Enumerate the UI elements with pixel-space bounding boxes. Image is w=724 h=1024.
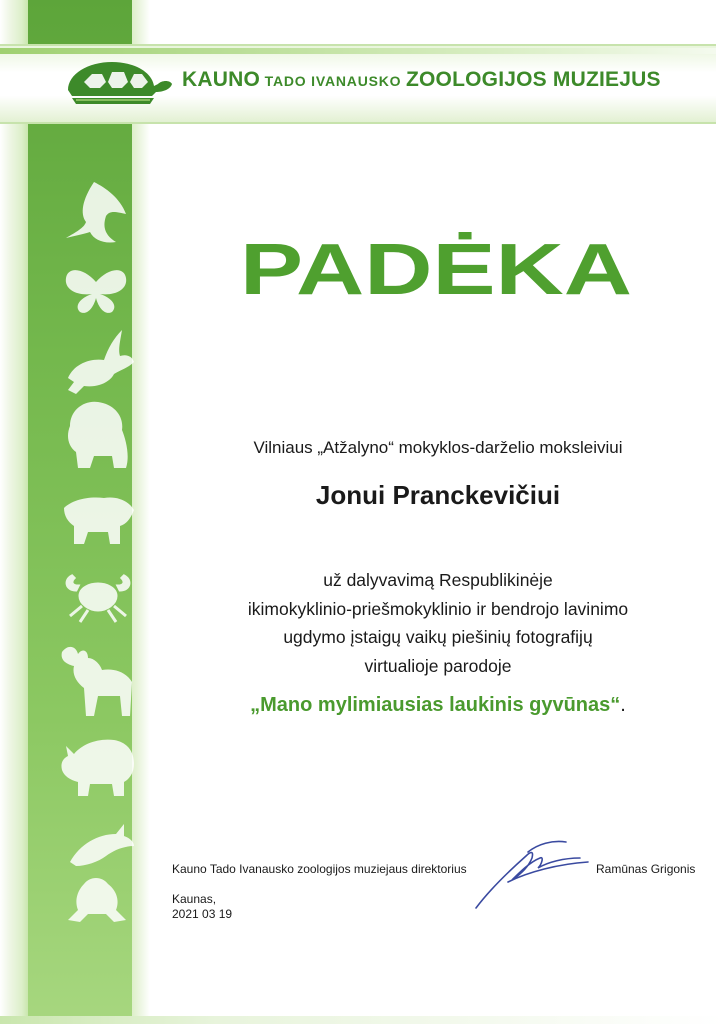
certificate-body [170, 566, 706, 680]
issue-date: 2021 03 19 [172, 907, 233, 921]
exhibition-period: . [620, 694, 626, 716]
frog-icon [68, 878, 126, 922]
rhino-icon [61, 740, 134, 796]
certificate-title [240, 230, 632, 310]
turtle-icon [62, 52, 174, 108]
butterfly-icon [66, 270, 126, 313]
exhibition-name: „Mano mylimiausias laukinis gyvūnas“ [250, 694, 621, 716]
hare-icon [68, 330, 134, 394]
animal-silhouettes [54, 170, 140, 930]
crab-icon [67, 576, 129, 622]
bottom-band [0, 1016, 724, 1024]
dolphin-icon [70, 824, 134, 866]
body-line: ikimokyklinio-priešmokyklinio ir bendrojo lavinimo [247, 598, 629, 619]
issue-place: Kaunas, [172, 892, 217, 906]
bear-icon [64, 497, 134, 544]
signatory-role: Kauno Tado Ivanausko zoologijos muziejaus direktorius [172, 862, 467, 876]
bird-icon [66, 182, 126, 243]
museum-name-tado-ivanausko: TADO IVANAUSKO [264, 73, 402, 89]
museum-name-kauno: KAUNO [182, 68, 260, 91]
signatory-name: Ramūnas Grigonis [596, 862, 696, 876]
exhibition-title [170, 694, 706, 717]
lion-icon [68, 402, 128, 468]
recipient-name: Jonui Pranckevičiui [315, 480, 561, 510]
recipient-organization: Vilniaus „Atžalyno“ mokyklos-darželio moksleiviui [253, 438, 623, 457]
body-line: ugdymo įstaigų vaikų piešinių fotografijų [283, 627, 593, 647]
handwritten-signature [468, 832, 608, 914]
moose-icon [62, 647, 132, 716]
body-line: virtualioje parodoje [364, 655, 512, 676]
body-line: už dalyvavimą Respublikinėje [323, 570, 553, 590]
museum-name-zoologijos: ZOOLOGIJOS MUZIEJUS [406, 68, 661, 91]
museum-name [182, 68, 661, 92]
certificate-title-text: PADĖKA [240, 230, 632, 310]
